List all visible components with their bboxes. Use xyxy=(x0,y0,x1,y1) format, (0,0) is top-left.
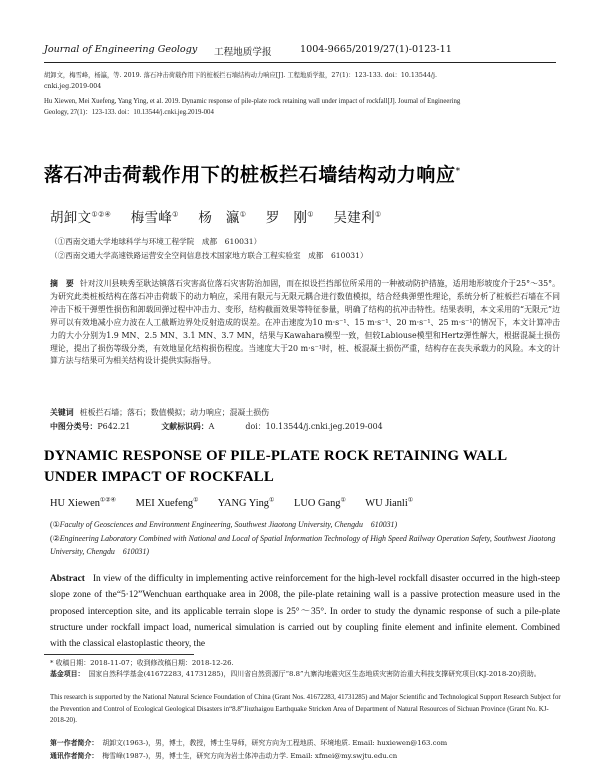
footnote-first-author: 第一作者简介： 胡卸文(1963-)，男，博士，教授，博士生导师，研究方向为工程地质、环境地质. Email: huxiewen@163.com xyxy=(50,739,448,747)
footnote-received: * 收稿日期：2018-11-07；收到修改稿日期：2018-12-26. xyxy=(50,659,234,667)
journal-name-en: Journal of Engineering Geology xyxy=(44,44,198,55)
abstract-en-label: Abstract xyxy=(50,574,85,584)
clc-value: P642.21 xyxy=(97,422,131,431)
journal-name-cn: 工程地质学报 xyxy=(214,47,272,58)
doc-code-value: A xyxy=(208,422,215,431)
issn-line: 1004-9665/2019/27(1)-0123-11 xyxy=(300,44,452,55)
article-title-cn xyxy=(44,160,461,187)
affiliation-en: (①Faculty of Geosciences and Environment Engineering, Southwest Jiaotong University, Chengdu 610031) xyxy=(50,520,398,529)
footnote-fund-cn: 基金项目： 国家自然科学基金(41672283, 41731285)，四川省自然资源厅“8.8”九寨沟地震灾区生态地质灾害防治重大科技支撑研究项目(KJ-2018-20)资助。 xyxy=(50,670,541,678)
citation-en-line: Geology, 27(1)：123-133. doi：10.13544/j.cnki.jeg.2019-004 xyxy=(44,109,214,117)
citation-cn-line: 胡卸文，梅雪峰，杨瀛，等. 2019. 落石冲击荷载作用下的桩板拦石墙结构动力响应[J]. 工程地质学报，27(1)：123-133. doi：10.13544/j. xyxy=(44,72,437,79)
article-title-en: DYNAMIC RESPONSE OF PILE-PLATE ROCK RETAINING WALL UNDER IMPACT OF ROCKFALL xyxy=(44,448,507,485)
author-en: MEI Xuefeng① xyxy=(135,498,199,510)
affiliation-cn: （①西南交通大学地球科学与环境工程学院 成都 610031） xyxy=(50,237,262,246)
author-cn: 吴建利① xyxy=(333,210,382,226)
affiliation-cn: （②西南交通大学高速铁路运营安全空间信息技术国家地方联合工程实验室 成都 610031） xyxy=(50,251,368,260)
author-en: LUO Gang① xyxy=(294,498,346,510)
abstract-cn-label: 摘 要 xyxy=(50,279,74,288)
author-en: YANG Ying① xyxy=(217,498,275,510)
author-cn: 罗 刚① xyxy=(265,210,314,226)
footnote-corresponding-author: 通讯作者简介： 梅雪峰(1987-)，男，博士生，研究方向为岩土体冲击动力学. Email: xfmei@my.swjtu.edu.cn xyxy=(50,752,398,760)
title-cn-text: 落石冲击荷载作用下的桩板拦石墙结构动力响应 xyxy=(44,164,456,186)
affiliation-en: (②Engineering Laboratory Combined with National and Local of Spatial Information Technology of High Speed Railway Operation Safety, Southwest Jiaotong University, Chengdu 610031) xyxy=(50,534,556,556)
footnote-fund-en: This research is supported by the National Natural Science Foundation of China (Grant Nos. 41672283, 41731285) and Major Scientific and Technological Support Research Subject for the Prevention and Control of Ecological Geological Disasters in“8.8”Jiuzhaigou Earthquake Stricken Area of Department of Natural Resources of Sichuan Province (Grant No. KJ-2018-20). xyxy=(50,694,561,724)
keywords-cn-label: 关键词 xyxy=(50,408,74,417)
authors-cn xyxy=(50,206,396,226)
abstract-en xyxy=(50,571,560,652)
abstract-cn xyxy=(50,278,560,368)
author-cn: 杨 瀛① xyxy=(198,210,247,226)
running-header xyxy=(44,40,556,63)
abstract-cn-text: 针对汶川县映秀至耿达镇落石灾害高位落石灾害防治加固，而在拟设拦挡部位所采用的一种被动防护措施，适用地形坡度介于25°～35°。为研究此类桩板结构在落石冲击荷载下的动力响应，采用有限元与无限元耦合进行数值模拟，结合经典弹塑性理论，系统分析了桩板拦石墙在不同冲击下板干弹塑性损伤和卸载回弹过程中冲击力、变形，结构截面效果等特征参量，明确了结构的抗冲击特性。结果表明，本文采用的“无限元”边界可以有效地减小应力波在人工截断边界处反射造成的误差。在冲击速度为10 m·s⁻¹、15 m·s⁻¹、20 m·s⁻¹、25 m·s⁻¹的情况下，本文计算冲击力的大小分别为1.9 MN、2.5 MN、3.1 MN、3.7 MN，结果与Kawahara模型一致，但较Labiouse模型和Hertz弹性解大，根据混凝土损伤理论，提出了损伤等级分类，有效地显化结构损伤程度。当速度大于20 m·s⁻¹时，桩、板混凝土损伤严重，结构存在丧失承载力的风险。本文的计算方法与结果可为相关结构设计提供实际指导。 xyxy=(50,279,560,366)
citation-en xyxy=(44,96,564,119)
doi: doi：10.13544/j.cnki.jeg.2019-004 xyxy=(245,422,383,431)
title-footnote-mark: * xyxy=(455,166,461,177)
author-cn: 梅雪峰① xyxy=(130,210,179,226)
author-cn: 胡卸文①②④ xyxy=(50,210,112,226)
keywords-cn-text: 桩板拦石墙；落石；数值模拟；动力响应；混凝土损伤 xyxy=(79,408,270,417)
footnote-divider xyxy=(44,654,194,655)
authors-en xyxy=(50,497,430,509)
citation-cn-line: cnki.jeg.2019-004 xyxy=(44,83,102,91)
citation-en-line: Hu Xiewen, Mei Xuefeng, Yang Ying, et al. 2019. Dynamic response of pile-plate rock retaining wall under impact of rockfall[J]. Journal of Engineering xyxy=(44,98,461,105)
clc-label: 中图分类号： xyxy=(50,422,98,431)
citation-cn xyxy=(44,70,564,93)
author-en: HU Xiewen①②④ xyxy=(50,498,117,510)
keywords-cn xyxy=(50,407,269,418)
author-en: WU Jianli① xyxy=(365,498,414,510)
classification-line xyxy=(50,421,383,432)
abstract-en-text: In view of the difficulty in implementing active reinforcement for the high-level rockfall disaster occurred in the high-steep slope zone of the“5·12”Wenchuan earthquake area in 2008, the pile-plate retaining wall is a passive protection measure used in the proposed interception site, and its applicable terrain slope is 25°～35°. In order to study the dynamic response of such a pile-plate structure under rockfall impact load, numerical simulation is carried out by coupling finite element and infinite element. Combined with the classical elastoplastic theory, the xyxy=(50,574,560,650)
doc-code-label: 文献标识码： xyxy=(161,422,209,431)
